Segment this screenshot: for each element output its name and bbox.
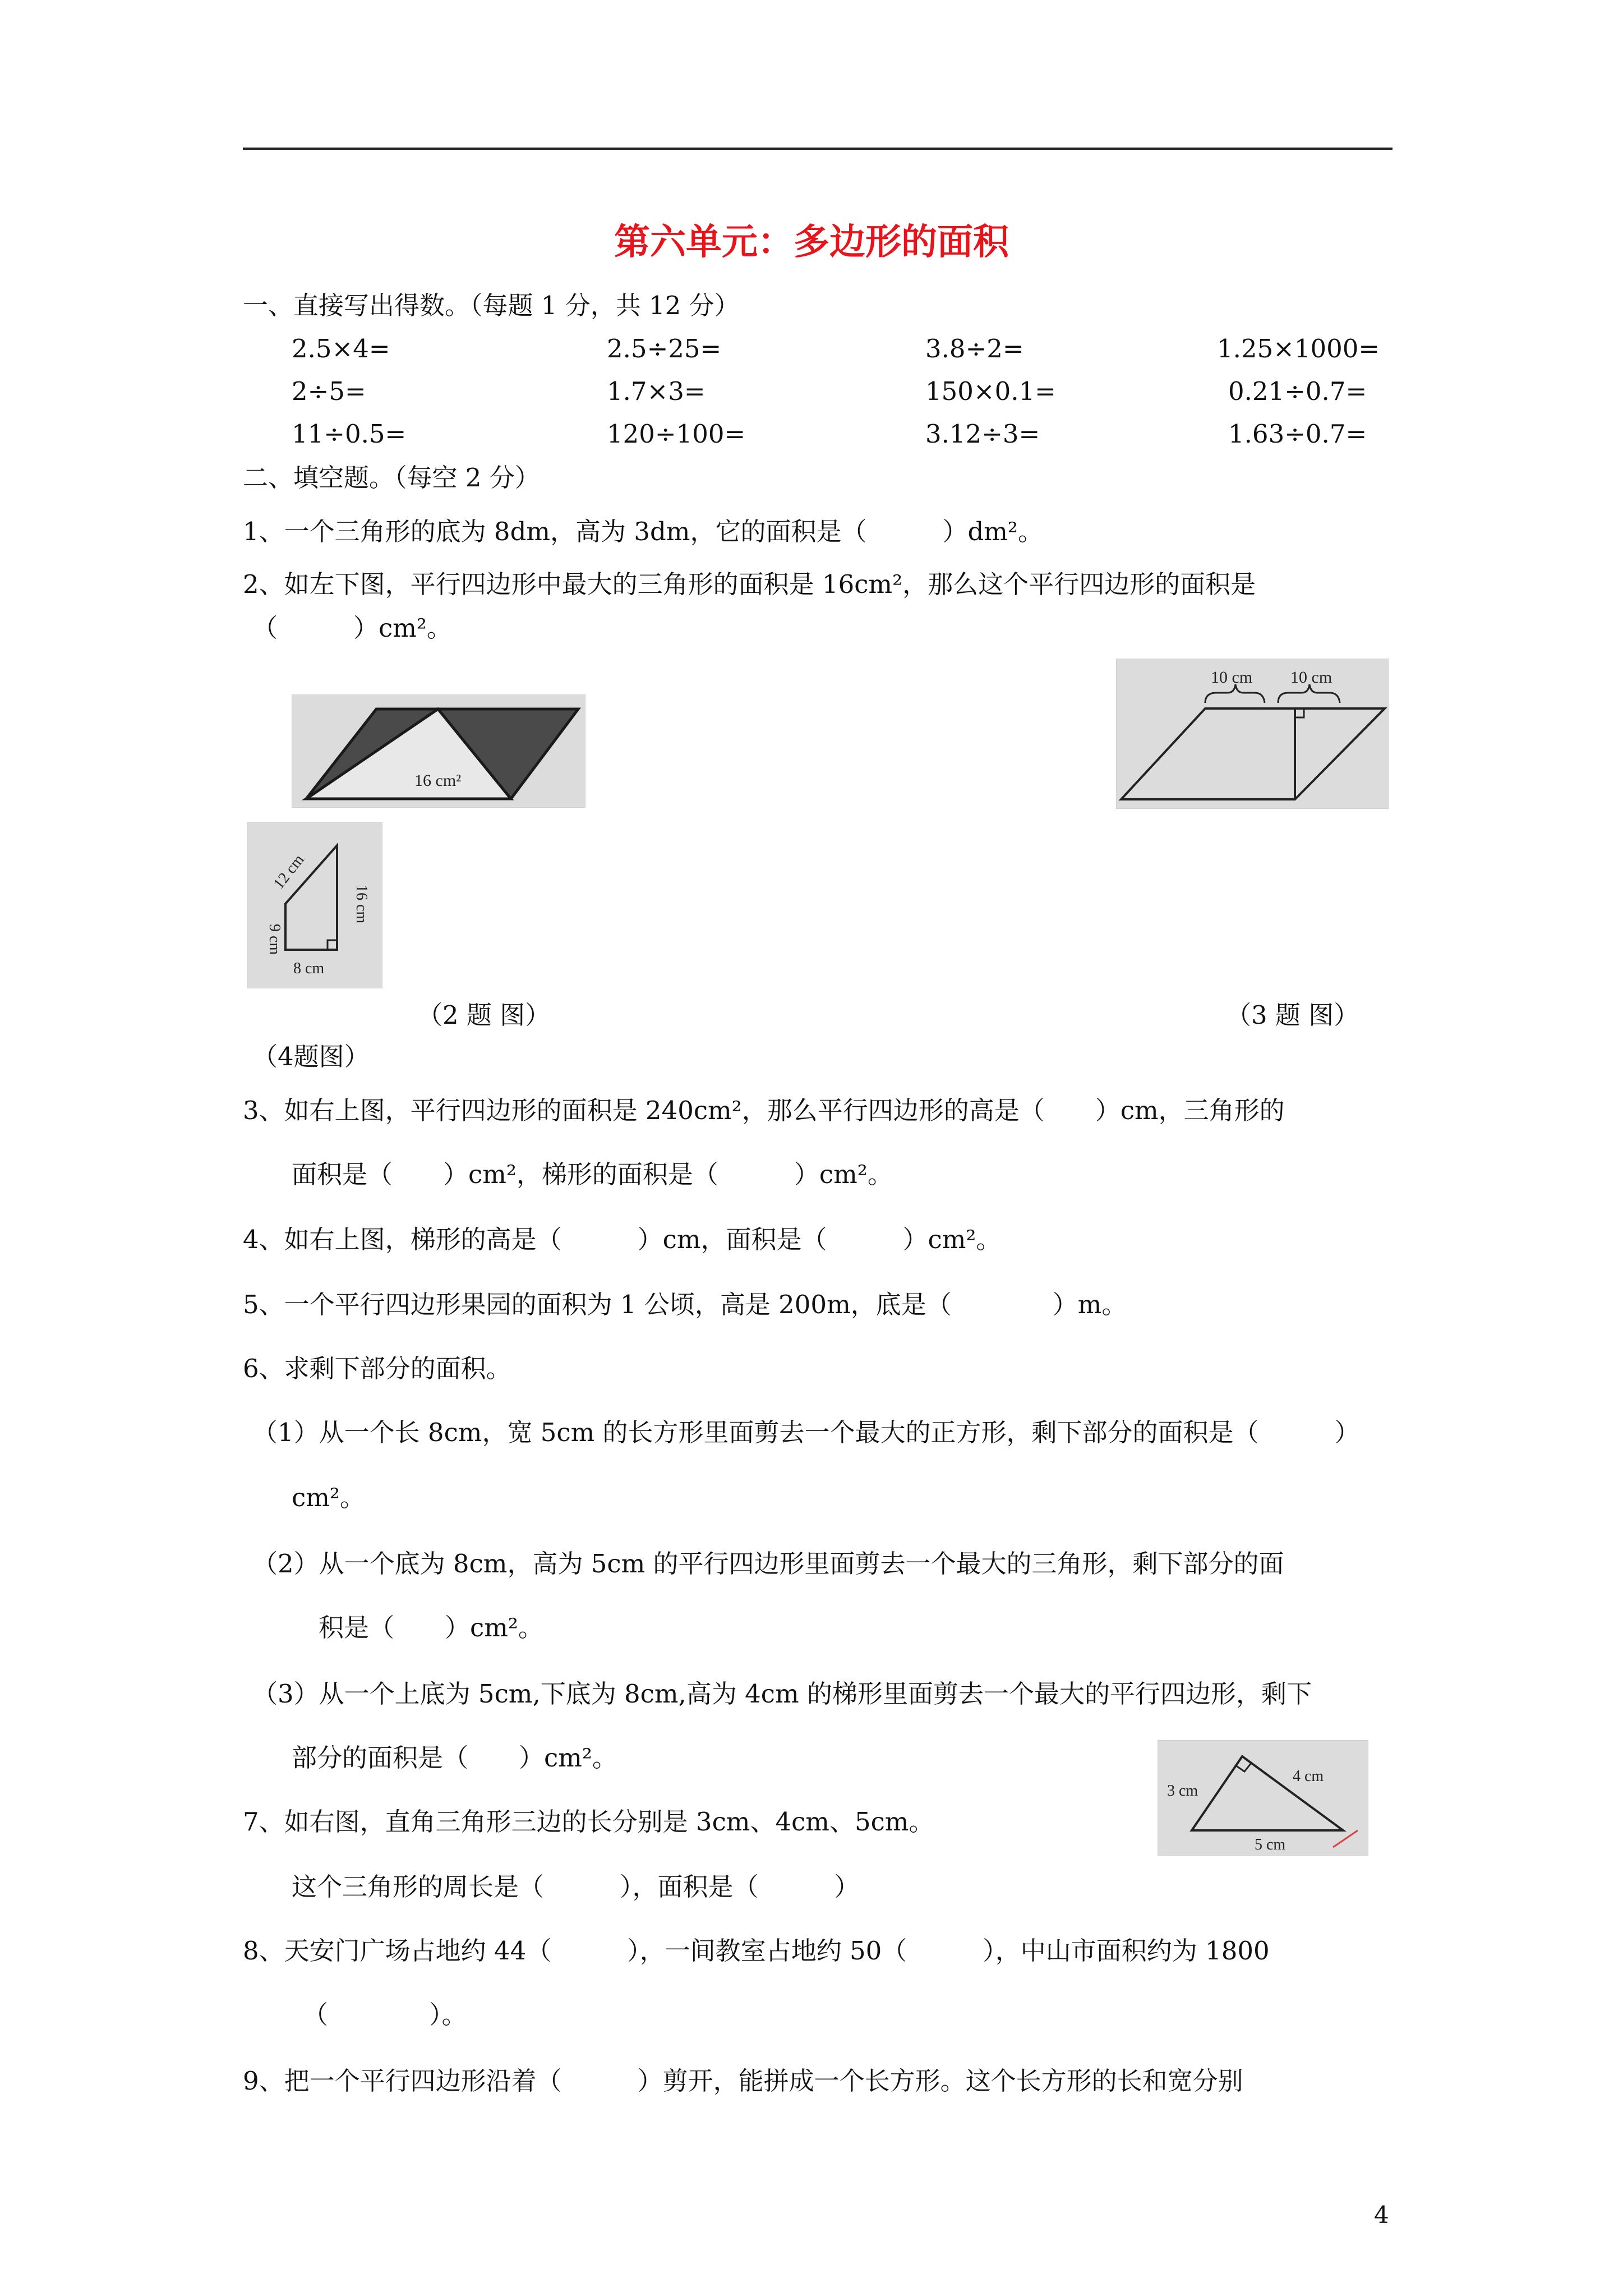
- calc-item: 150×0.1=: [925, 376, 1056, 406]
- question-8-line1: 8、天安门广场占地约 44（ ），一间教室占地约 50（ ），中山市面积约为 1800: [243, 1936, 1270, 1966]
- question-2-line1: 2、如左下图，平行四边形中最大的三角形的面积是 16cm²，那么这个平行四边形的面积是: [243, 569, 1256, 599]
- figure-4-caption: （4题图）: [252, 1042, 370, 1071]
- section2-heading: 二、填空题。（每空 2 分）: [243, 463, 540, 493]
- page-number: 4: [1374, 2201, 1389, 2229]
- question-6-3-line2: 部分的面积是（ ）cm²。: [292, 1743, 617, 1773]
- calc-item: 3.8÷2=: [925, 334, 1024, 364]
- question-6-3-line1: （3）从一个上底为 5cm,下底为 8cm,高为 4cm 的梯形里面剪去一个最大的平行四边形，剩下: [252, 1679, 1312, 1709]
- figure-4-trapezoid: [247, 822, 382, 988]
- calc-item: 1.63÷0.7=: [1228, 419, 1367, 449]
- figure-7-label-bottom: 5 cm: [1255, 1836, 1286, 1853]
- question-4: 4、如右上图，梯形的高是（ ）cm，面积是（ ）cm²。: [243, 1225, 1002, 1254]
- calc-item: 0.21÷0.7=: [1228, 376, 1367, 406]
- figure-3-caption: （3 题 图）: [1226, 1000, 1359, 1030]
- section1-heading: 一、直接写出得数。（每题 1 分，共 12 分）: [243, 291, 740, 320]
- calc-item: 11÷0.5=: [292, 419, 407, 449]
- question-5: 5、一个平行四边形果园的面积为 1 公顷，高是 200m，底是（ ）m。: [243, 1290, 1127, 1319]
- figure-3-label-right: 10 cm: [1290, 668, 1332, 687]
- question-8-line2: （ ）。: [303, 2000, 467, 2030]
- pen-mark: [1333, 1830, 1358, 1847]
- figure-4-label-slant: 12 cm: [270, 851, 308, 893]
- figure-2-parallelogram: [292, 694, 585, 808]
- figure-3-parallelogram: [1116, 659, 1389, 809]
- calc-item: 3.12÷3=: [925, 419, 1040, 449]
- parallelogram-triangle-diagram: [292, 695, 585, 807]
- question-3-line1: 3、如右上图，平行四边形的面积是 240cm²，那么平行四边形的高是（ ）cm，三角形的: [243, 1096, 1285, 1125]
- calc-item: 1.7×3=: [607, 376, 706, 406]
- question-6-1-line1: （1）从一个长 8cm，宽 5cm 的长方形里面剪去一个最大的正方形，剩下部分的面积是（ ）: [252, 1418, 1360, 1447]
- figure-7-label-left: 3 cm: [1167, 1782, 1198, 1800]
- page-title: 第六单元：多边形的面积: [614, 221, 1009, 263]
- question-2-line2: （ ）cm²。: [252, 613, 452, 643]
- figure-7-label-right: 4 cm: [1293, 1768, 1324, 1785]
- question-3-line2: 面积是（ ）cm²，梯形的面积是（ ）cm²。: [292, 1159, 893, 1189]
- calc-item: 2.5÷25=: [607, 334, 722, 364]
- figure-2-caption: （2 题 图）: [417, 1000, 551, 1030]
- trapezoid-diagram: [247, 823, 382, 988]
- figure-7-right-triangle: [1158, 1740, 1368, 1856]
- figure-2-label: 16 cm²: [414, 771, 462, 790]
- header-rule: [243, 148, 1393, 150]
- figure-4-label-bottom: 8 cm: [293, 960, 325, 977]
- question-1: 1、一个三角形的底为 8dm，高为 3dm，它的面积是（ ）dm²。: [243, 517, 1043, 546]
- calc-item: 1.25×1000=: [1217, 334, 1380, 364]
- question-9: 9、把一个平行四边形沿着（ ）剪开，能拼成一个长方形。这个长方形的长和宽分别: [243, 2066, 1243, 2096]
- figure-4-label-right: 16 cm: [353, 885, 370, 924]
- calc-item: 2÷5=: [292, 376, 366, 406]
- question-6-2-line2: 积是（ ）cm²。: [319, 1613, 543, 1642]
- figure-3-label-left: 10 cm: [1211, 668, 1253, 687]
- calc-item: 120÷100=: [607, 419, 746, 449]
- question-6-2-line1: （2）从一个底为 8cm，高为 5cm 的平行四边形里面剪去一个最大的三角形，剩下部分的面: [252, 1549, 1284, 1579]
- question-7-line1: 7、如右图，直角三角形三边的长分别是 3cm、4cm、5cm。: [243, 1807, 934, 1837]
- question-6-1-line2: cm²。: [292, 1483, 365, 1512]
- question-6: 6、求剩下部分的面积。: [243, 1354, 511, 1383]
- question-7-line2: 这个三角形的周长是（ ），面积是（ ）: [292, 1872, 860, 1902]
- parallelogram-split-diagram: [1117, 659, 1388, 808]
- figure-4-label-left: 9 cm: [266, 924, 283, 955]
- calc-item: 2.5×4=: [292, 334, 390, 364]
- right-triangle-diagram: [1158, 1741, 1368, 1855]
